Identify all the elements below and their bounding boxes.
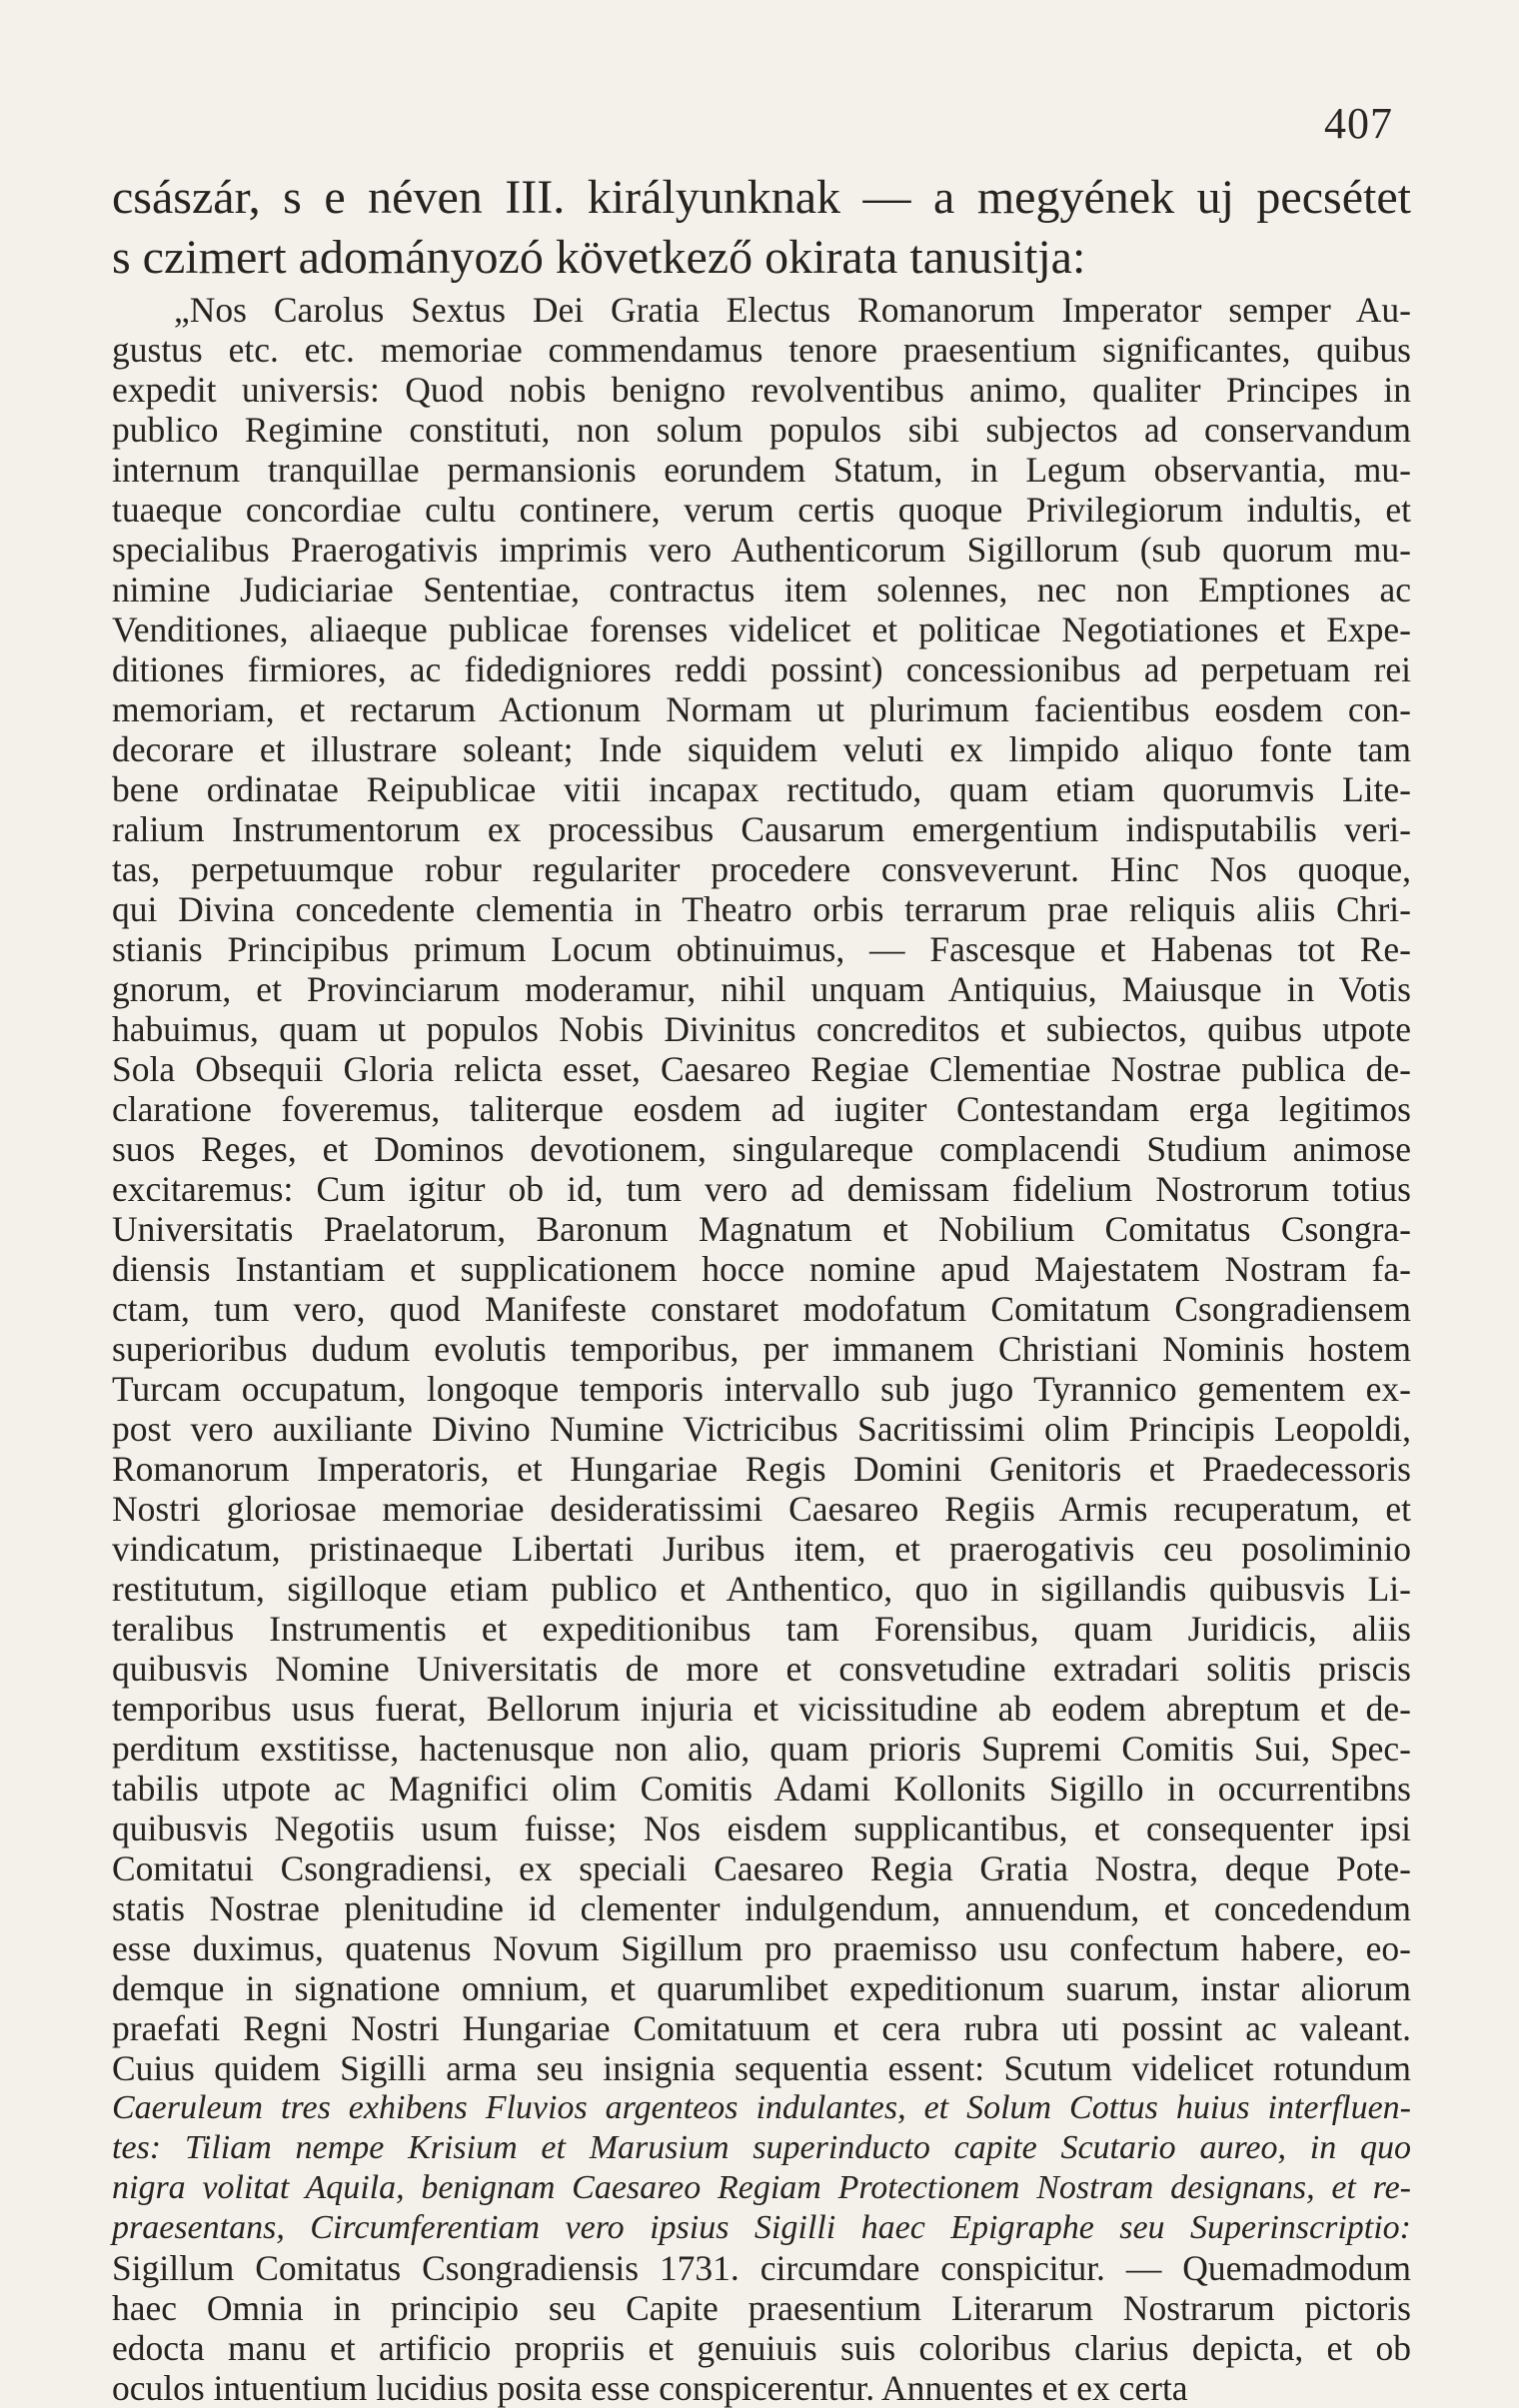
text-line: oculos intuentium lucidius posita esse conspicerentur. Annuentes et ex certa [112, 2368, 1188, 2408]
text-line: claratione foveremus, taliterque eosdem ad iugiter Contestandam erga legitimos [112, 1089, 1411, 1129]
text-line: haec Omnia in principio seu Capite praesentium Literarum Nostrarum pictoris [112, 2288, 1411, 2328]
text-line: decorare et illustrare soleant; Inde siquidem veluti ex limpido aliquo fonte tam [112, 729, 1411, 769]
text-line: restitutum, sigilloque etiam publico et Anthentico, quo in sigillandis quibusvis Li- [112, 1569, 1411, 1609]
text-line: tuaeque concordiae cultu continere, verum certis quoque Privilegiorum indultis, et [112, 490, 1411, 530]
text-line: teralibus Instrumentis et expeditionibus tam Forensibus, quam Juridicis, aliis [112, 1609, 1411, 1649]
text-line: diensis Instantiam et supplicationem hocce nomine apud Majestatem Nostram fa- [112, 1249, 1411, 1289]
text-line: edocta manu et artificio propriis et genuiuis suis coloribus clarius depicta, et ob [112, 2328, 1411, 2368]
text-line: Romanorum Imperatoris, et Hungariae Regis Domini Genitoris et Praedecessoris [112, 1449, 1411, 1489]
text-line: suos Reges, et Dominos devotionem, singulareque complacendi Studium animose [112, 1129, 1411, 1169]
lead-line: császár, s e néven III. királyunknak — a megyének uj pecsétet [112, 171, 1411, 224]
text-line: praesentans, Circumferentiam vero ipsius Sigilli haec Epigraphe seu Superinscriptio: [112, 2209, 1411, 2246]
text-line: Sola Obsequii Gloria relicta esset, Caesareo Regiae Clementiae Nostrae publica de- [112, 1049, 1411, 1089]
text-line: Turcam occupatum, longoque temporis intervallo sub jugo Tyrannico gementem ex- [112, 1369, 1411, 1409]
text-line: publico Regimine constituti, non solum populos sibi subjectos ad conservandum [112, 410, 1411, 450]
text-line: post vero auxiliante Divino Numine Victricibus Sacritissimi olim Principis Leopoldi, [112, 1409, 1411, 1449]
text-line: nigra volitat Aquila, benignam Caesareo Regiam Protectionem Nostram designans, et re- [112, 2169, 1411, 2206]
text-line: Sigillum Comitatus Csongradiensis 1731. circumdare conspicitur. — Quemadmodum [112, 2248, 1411, 2288]
text-line: Universitatis Praelatorum, Baronum Magnatum et Nobilium Comitatus Csongra- [112, 1209, 1411, 1249]
text-line: ralium Instrumentorum ex processibus Causarum emergentium indisputabilis veri- [112, 809, 1411, 849]
text-line: expedit universis: Quod nobis benigno revolventibus animo, qualiter Principes in [112, 370, 1411, 410]
text-line: Venditiones, aliaeque publicae forenses videlicet et politicae Negotiationes et Expe- [112, 609, 1411, 649]
text-line: praefati Regni Nostri Hungariae Comitatuum et cera rubra uti possint ac valeant. [112, 2008, 1411, 2048]
lead-line: s czimert adományozó következő okirata tanusitja: [112, 231, 1086, 284]
text-line: demque in signatione omnium, et quarumlibet expeditionum suarum, instar aliorum [112, 1968, 1411, 2008]
text-line: nimine Judiciariae Sententiae, contractus item solennes, nec non Emptiones ac [112, 570, 1411, 609]
lead-paragraph [112, 168, 1411, 288]
text-line: tes: Tiliam nempe Krisium et Marusium superinducto capite Scutario aureo, in quo [112, 2129, 1411, 2166]
text-line: Comitatui Csongradiensi, ex speciali Caesareo Regia Gratia Nostra, deque Pote- [112, 1848, 1411, 1888]
text-line: gustus etc. etc. memoriae commendamus tenore praesentium significantes, quibus [112, 330, 1411, 370]
text-line: ctam, tum vero, quod Manifeste constaret modofatum Comitatum Csongradiensem [112, 1289, 1411, 1329]
text-line: specialibus Praerogativis imprimis vero Authenticorum Sigillorum (sub quorum mu- [112, 530, 1411, 570]
text-line: tabilis utpote ac Magnifici olim Comitis Adami Kollonits Sigillo in occurrentibns [112, 1769, 1411, 1808]
text-line: gnorum, et Provinciarum moderamur, nihil unquam Antiquius, Maiusque in Votis [112, 969, 1411, 1009]
text-line: esse duximus, quatenus Novum Sigillum pro praemisso usu confectum habere, eo- [112, 1928, 1411, 1968]
text-line: Cuius quidem Sigilli arma seu insignia sequentia essent: Scutum videlicet rotundum [112, 2048, 1411, 2088]
text-line: bene ordinatae Reipublicae vitii incapax rectitudo, quam etiam quorumvis Lite- [112, 769, 1411, 809]
text-line: memoriam, et rectarum Actionum Normam ut plurimum facientibus eosdem con- [112, 689, 1411, 729]
text-line: superioribus dudum evolutis temporibus, per immanem Christiani Nominis hostem [112, 1329, 1411, 1369]
text-line: excitaremus: Cum igitur ob id, tum vero ad demissam fidelium Nostrorum totius [112, 1169, 1411, 1209]
text-line: vindicatum, pristinaeque Libertati Juribus item, et praerogativis ceu posoliminio [112, 1529, 1411, 1569]
text-line: Nostri gloriosae memoriae desideratissimi Caesareo Regiis Armis recuperatum, et [112, 1489, 1411, 1529]
latin-charter-text [112, 290, 1411, 2408]
text-line: ditiones firmiores, ac fidedigniores reddi possint) concessionibus ad perpetuam rei [112, 649, 1411, 689]
text-line: Caeruleum tres exhibens Fluvios argenteos indulantes, et Solum Cottus huius interfluen- [112, 2089, 1411, 2126]
page-number: 407 [1324, 99, 1393, 148]
text-line: internum tranquillae permansionis eorundem Statum, in Legum observantia, mu- [112, 450, 1411, 490]
text-line: tas, perpetuumque robur regulariter procedere consveverunt. Hinc Nos quoque, [112, 849, 1411, 889]
text-line: quibusvis Nomine Universitatis de more et consvetudine extradari solitis priscis [112, 1649, 1411, 1689]
text-line: statis Nostrae plenitudine id clementer indulgendum, annuendum, et concedendum [112, 1888, 1411, 1928]
text-line: habuimus, quam ut populos Nobis Divinitus concreditos et subiectos, quibus utpote [112, 1009, 1411, 1049]
text-line: „Nos Carolus Sextus Dei Gratia Electus Romanorum Imperator semper Au- [174, 290, 1411, 330]
text-line: stianis Principibus primum Locum obtinuimus, — Fascesque et Habenas tot Re- [112, 929, 1411, 969]
text-line: quibusvis Negotiis usum fuisse; Nos eisdem supplicantibus, et consequenter ipsi [112, 1808, 1411, 1848]
text-line: temporibus usus fuerat, Bellorum injuria et vicissitudine ab eodem abreptum et de- [112, 1689, 1411, 1729]
text-line: perditum exstitisse, hactenusque non alio, quam prioris Supremi Comitis Sui, Spec- [112, 1729, 1411, 1769]
text-line: qui Divina concedente clementia in Theatro orbis terrarum prae reliquis aliis Chri- [112, 889, 1411, 929]
